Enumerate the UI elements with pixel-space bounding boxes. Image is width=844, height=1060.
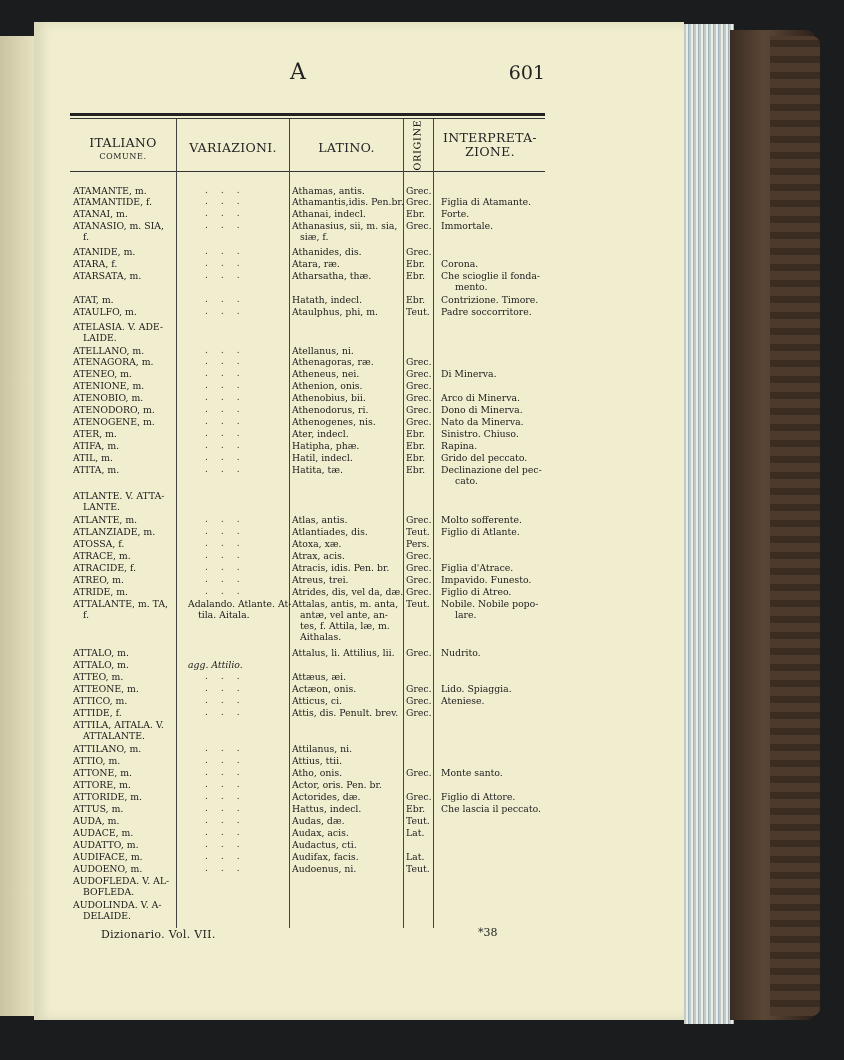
- origin-code: Grec.: [406, 563, 432, 574]
- interpretation: Monte santo.: [441, 768, 503, 779]
- italian-term: ATTILA, AITALA. V.: [73, 720, 164, 731]
- interpretation: Figlio di Attore.: [441, 792, 516, 803]
- italian-term: ATARA, f.: [73, 259, 118, 270]
- latin-form: Atreus, trei.: [292, 575, 349, 586]
- origin-code: Ebr.: [406, 453, 426, 464]
- signature-mark: *38: [478, 926, 498, 939]
- latin-form: Audoenus, ni.: [292, 864, 357, 875]
- italian-term: ATTONE, m.: [73, 768, 133, 779]
- interpretation: Nato da Minerva.: [441, 417, 524, 428]
- italian-term: AUDOENO, m.: [73, 864, 143, 875]
- italian-term: ATARSATA, m.: [73, 271, 142, 282]
- variation-leader-dots: ...: [205, 186, 253, 196]
- italian-term: ATTILANO, m.: [73, 744, 142, 755]
- origin-code: Grec.: [406, 648, 432, 659]
- variation-leader-dots: ...: [205, 307, 253, 317]
- variation-leader-dots: ...: [205, 852, 253, 862]
- origin-code: Grec.: [406, 247, 432, 258]
- variation-leader-dots: ...: [205, 221, 253, 231]
- origin-code: Grec.: [406, 768, 432, 779]
- italian-term: ATANAI, m.: [73, 209, 128, 220]
- italian-term: AUDIFACE, m.: [73, 852, 143, 863]
- italian-term: ATELASIA. V. ADE-: [73, 322, 164, 333]
- latin-form: Atrax, acis.: [292, 551, 345, 562]
- variation-text: tila. Aitala.: [198, 610, 250, 621]
- origin-code: Ebr.: [406, 804, 426, 815]
- variation-leader-dots: ...: [205, 575, 253, 585]
- variation-leader-dots: ...: [205, 453, 253, 463]
- italian-term: ATENIONE, m.: [73, 381, 145, 392]
- origin-code: Teut.: [406, 864, 430, 875]
- origin-code: Grec.: [406, 417, 432, 428]
- origin-code: Grec.: [406, 684, 432, 695]
- variation-leader-dots: ...: [205, 539, 253, 549]
- italian-term: ATOSSA, f.: [73, 539, 125, 550]
- latin-form: Attalus, li. Attilius, lii.: [292, 648, 395, 659]
- variation-leader-dots: ...: [205, 684, 253, 694]
- origin-code: Grec.: [406, 551, 432, 562]
- latin-form: Actæon, onis.: [292, 684, 357, 695]
- interpretation: Nudrito.: [441, 648, 481, 659]
- header-variazioni: VARIAZIONI.: [189, 140, 277, 155]
- latin-form: Atticus, ci.: [292, 696, 343, 707]
- italian-term: ATTIDE, f.: [73, 708, 122, 719]
- variation-leader-dots: ...: [205, 792, 253, 802]
- interpretation: Sinistro. Chiuso.: [441, 429, 519, 440]
- latin-form: Audactus, cti.: [292, 840, 357, 851]
- italian-term: ATAULFO, m.: [73, 307, 137, 318]
- latin-form: Athanai, indecl.: [292, 209, 366, 220]
- latin-form: Actorides, dæ.: [292, 792, 361, 803]
- latin-form: Atrides, dis, vel da, dæ.: [292, 587, 404, 598]
- variation-leader-dots: ...: [205, 840, 253, 850]
- origin-code: Grec.: [406, 221, 432, 232]
- italian-term: ATLANTE. V. ATTA-: [73, 491, 165, 502]
- italian-term: AUDATTO, m.: [73, 840, 139, 851]
- variation-leader-dots: ...: [205, 563, 253, 573]
- italian-term: ATTALANTE.: [83, 731, 145, 742]
- italian-term: ATTEONE, m.: [73, 684, 139, 695]
- variation-leader-dots: ...: [205, 393, 253, 403]
- italian-term: ATTALANTE, m. TA,: [73, 599, 168, 610]
- italian-term: ATTICO, m.: [73, 696, 128, 707]
- variation-leader-dots: ...: [205, 381, 253, 391]
- italian-term: ATENOGENE, m.: [73, 417, 155, 428]
- italian-term: ATAMANTIDE, f.: [73, 197, 153, 208]
- italian-term: ATLANZIADE, m.: [73, 527, 156, 538]
- latin-form: Athamantis,idis. Pen.br.: [292, 197, 404, 208]
- origin-code: Ebr.: [406, 465, 426, 476]
- variation-leader-dots: ...: [205, 756, 253, 766]
- header-origine: ORIGINE: [412, 119, 423, 171]
- variation-text: Adalando. Atlante. At-: [188, 599, 292, 610]
- italian-term: ATRACIDE, f.: [73, 563, 137, 574]
- variation-leader-dots: ...: [205, 864, 253, 874]
- interpretation: Ateniese.: [441, 696, 485, 707]
- italian-term: LAIDE.: [83, 333, 117, 344]
- origin-code: Grec.: [406, 357, 432, 368]
- variation-leader-dots: ...: [205, 587, 253, 597]
- variation-leader-dots: ...: [205, 804, 253, 814]
- italian-term: ATTALO, m.: [73, 660, 129, 671]
- origin-code: Grec.: [406, 186, 432, 197]
- origin-code: Grec.: [406, 575, 432, 586]
- variation-leader-dots: ...: [205, 405, 253, 415]
- interpretation: Molto sofferente.: [441, 515, 522, 526]
- italian-term: LANTE.: [83, 502, 120, 513]
- interpretation: cato.: [455, 476, 478, 487]
- header-latino: LATINO.: [318, 140, 375, 155]
- latin-form: Athenogenes, nis.: [292, 417, 376, 428]
- italian-term: ATTIO, m.: [73, 756, 121, 767]
- variation-leader-dots: ...: [205, 369, 253, 379]
- origin-code: Grec.: [406, 708, 432, 719]
- latin-form: Audas, dæ.: [292, 816, 345, 827]
- origin-code: Grec.: [406, 381, 432, 392]
- italian-term: ATREO, m.: [73, 575, 124, 586]
- latin-form: Athenagoras, ræ.: [292, 357, 374, 368]
- interpretation: Grido del peccato.: [441, 453, 528, 464]
- variation-leader-dots: ...: [205, 672, 253, 682]
- origin-code: Teut.: [406, 599, 430, 610]
- latin-form: Hattus, indecl.: [292, 804, 362, 815]
- latin-form: Audifax, facis.: [292, 852, 359, 863]
- variation-leader-dots: ...: [205, 527, 253, 537]
- interpretation: Nobile. Nobile popo-: [441, 599, 539, 610]
- italian-term: BOFLEDA.: [83, 887, 135, 898]
- italian-term: ATITA, m.: [73, 465, 120, 476]
- latin-form: Attis, dis. Penult. brev.: [292, 708, 399, 719]
- latin-form: Atlantiades, dis.: [292, 527, 368, 538]
- interpretation: Immortale.: [441, 221, 494, 232]
- variation-leader-dots: ...: [205, 441, 253, 451]
- variation-leader-dots: ...: [205, 780, 253, 790]
- origin-code: Ebr.: [406, 441, 426, 452]
- variation-leader-dots: ...: [205, 295, 253, 305]
- latin-form: Athenodorus, ri.: [292, 405, 369, 416]
- origin-code: Ebr.: [406, 271, 426, 282]
- interpretation: Contrizione. Timore.: [441, 295, 539, 306]
- italian-term: ATAMANTE, m.: [73, 186, 147, 197]
- italian-term: DELAIDE.: [83, 911, 131, 922]
- italian-term: f.: [83, 610, 90, 621]
- italian-term: AUDOLINDA. V. A-: [73, 900, 162, 911]
- latin-form: Atlas, antis.: [292, 515, 348, 526]
- italian-term: ATRIDE, m.: [73, 587, 129, 598]
- origin-code: Ebr.: [406, 259, 426, 270]
- origin-code: Grec.: [406, 515, 432, 526]
- italian-term: ATLANTE, m.: [73, 515, 138, 526]
- origin-code: Teut.: [406, 527, 430, 538]
- latin-form: antæ, vel ante, an-: [300, 610, 388, 621]
- page-number: 601: [508, 62, 545, 84]
- italian-term: ATTEO, m.: [73, 672, 124, 683]
- latin-form: Atracis, idis. Pen. br.: [292, 563, 390, 574]
- latin-form: Atoxa, xæ.: [292, 539, 342, 550]
- italian-term: ATENODORO, m.: [73, 405, 155, 416]
- italian-term: ATENAGORA, m.: [73, 357, 154, 368]
- interpretation: lare.: [455, 610, 477, 621]
- variation-leader-dots: ...: [205, 465, 253, 475]
- italian-term: ATTORE, m.: [73, 780, 131, 791]
- variation-leader-dots: ...: [205, 259, 253, 269]
- variation-leader-dots: ...: [205, 197, 253, 207]
- header-interpretazione-2: ZIONE.: [465, 144, 515, 159]
- interpretation: Figlia d'Atrace.: [441, 563, 514, 574]
- latin-form: Athenobius, bii.: [292, 393, 366, 404]
- variation-text: agg. Attilio.: [188, 660, 243, 671]
- variation-leader-dots: ...: [205, 247, 253, 257]
- latin-form: Atheneus, nei.: [292, 369, 360, 380]
- footer-title: Dizionario. Vol. VII.: [101, 928, 216, 941]
- origin-code: Grec.: [406, 587, 432, 598]
- latin-form: Aithalas.: [300, 632, 342, 643]
- latin-form: Actor, oris. Pen. br.: [292, 780, 382, 791]
- italian-term: ATENOBIO, m.: [73, 393, 144, 404]
- interpretation: Rapina.: [441, 441, 478, 452]
- origin-code: Grec.: [406, 792, 432, 803]
- variation-leader-dots: ...: [205, 515, 253, 525]
- variation-leader-dots: ...: [205, 271, 253, 281]
- origin-code: Grec.: [406, 369, 432, 380]
- interpretation: Arco di Minerva.: [441, 393, 520, 404]
- variation-leader-dots: ...: [205, 551, 253, 561]
- italian-term: ATANASIO, m. SIA,: [73, 221, 164, 232]
- interpretation: Figlio di Atreo.: [441, 587, 512, 598]
- variation-leader-dots: ...: [205, 708, 253, 718]
- variation-leader-dots: ...: [205, 696, 253, 706]
- latin-form: Atho, onis.: [292, 768, 343, 779]
- italian-term: ATER, m.: [73, 429, 117, 440]
- latin-form: Attæus, æi.: [292, 672, 347, 683]
- section-letter: A: [290, 60, 306, 85]
- latin-form: Attalas, antis, m. anta,: [292, 599, 399, 610]
- italian-term: ATIL, m.: [73, 453, 113, 464]
- origin-code: Grec.: [406, 696, 432, 707]
- interpretation: Corona.: [441, 259, 479, 270]
- italian-term: AUDA, m.: [73, 816, 120, 827]
- variation-leader-dots: ...: [205, 744, 253, 754]
- origin-code: Teut.: [406, 307, 430, 318]
- interpretation: mento.: [455, 282, 488, 293]
- latin-form: Hatipha, phæ.: [292, 441, 360, 452]
- latin-form: tes, f. Attila, læ, m.: [300, 621, 390, 632]
- latin-form: Atellanus, ni.: [292, 346, 354, 357]
- header-interpretazione-1: INTERPRETA-: [443, 130, 537, 145]
- origin-code: Lat.: [406, 828, 425, 839]
- interpretation: Dono di Minerva.: [441, 405, 523, 416]
- origin-code: Ebr.: [406, 295, 426, 306]
- latin-form: Hatath, indecl.: [292, 295, 363, 306]
- latin-form: Athanasius, sii, m. sia,: [292, 221, 398, 232]
- italian-term: ATAT, m.: [73, 295, 114, 306]
- latin-form: Audax, acis.: [292, 828, 349, 839]
- latin-form: Attilanus, ni.: [292, 744, 353, 755]
- italian-term: AUDACE, m.: [73, 828, 134, 839]
- latin-form: Atara, ræ.: [292, 259, 340, 270]
- latin-form: Athanides, dis.: [292, 247, 362, 258]
- interpretation: Impavido. Funesto.: [441, 575, 532, 586]
- latin-form: Ater, indecl.: [292, 429, 349, 440]
- interpretation: Figlia di Atamante.: [441, 197, 532, 208]
- origin-code: Grec.: [406, 197, 432, 208]
- latin-form: Athenion, onis.: [292, 381, 363, 392]
- interpretation: Declinazione del pec-: [441, 465, 542, 476]
- origin-code: Ebr.: [406, 429, 426, 440]
- variation-leader-dots: ...: [205, 357, 253, 367]
- italian-term: ATTORIDE, m.: [73, 792, 142, 803]
- interpretation: Figlio di Atlante.: [441, 527, 520, 538]
- origin-code: Grec.: [406, 405, 432, 416]
- variation-leader-dots: ...: [205, 816, 253, 826]
- header-italiano: ITALIANO: [89, 135, 157, 150]
- variation-leader-dots: ...: [205, 828, 253, 838]
- interpretation: Di Minerva.: [441, 369, 497, 380]
- italian-term: ATTALO, m.: [73, 648, 129, 659]
- interpretation: Lido. Spiaggia.: [441, 684, 512, 695]
- latin-form: Atharsatha, thæ.: [292, 271, 372, 282]
- variation-leader-dots: ...: [205, 346, 253, 356]
- latin-form: Attius, ttii.: [292, 756, 343, 767]
- italian-term: ATANIDE, m.: [73, 247, 136, 258]
- latin-form: Athamas, antis.: [292, 186, 365, 197]
- latin-form: Hatita, tæ.: [292, 465, 343, 476]
- origin-code: Lat.: [406, 852, 425, 863]
- origin-code: Grec.: [406, 393, 432, 404]
- origin-code: Ebr.: [406, 209, 426, 220]
- latin-form: Hatil, indecl.: [292, 453, 353, 464]
- italian-term: f.: [83, 232, 90, 243]
- interpretation: Che scioglie il fonda-: [441, 271, 541, 282]
- latin-form: Ataulphus, phi, m.: [292, 307, 378, 318]
- interpretation: Forte.: [441, 209, 470, 220]
- latin-form: siæ, f.: [300, 232, 329, 243]
- origin-code: Pers.: [406, 539, 430, 550]
- origin-code: Teut.: [406, 816, 430, 827]
- variation-leader-dots: ...: [205, 768, 253, 778]
- variation-leader-dots: ...: [205, 209, 253, 219]
- variation-leader-dots: ...: [205, 417, 253, 427]
- variation-leader-dots: ...: [205, 429, 253, 439]
- header-comune: COMUNE.: [99, 152, 147, 161]
- italian-term: ATRACE, m.: [73, 551, 131, 562]
- italian-term: ATTUS, m.: [73, 804, 124, 815]
- italian-term: ATIFA, m.: [73, 441, 120, 452]
- italian-term: ATELLANO, m.: [73, 346, 145, 357]
- italian-term: AUDOFLEDA. V. AL-: [73, 876, 170, 887]
- interpretation: Padre soccorritore.: [441, 307, 532, 318]
- interpretation: Che lascia il peccato.: [441, 804, 541, 815]
- italian-term: ATENEO, m.: [73, 369, 132, 380]
